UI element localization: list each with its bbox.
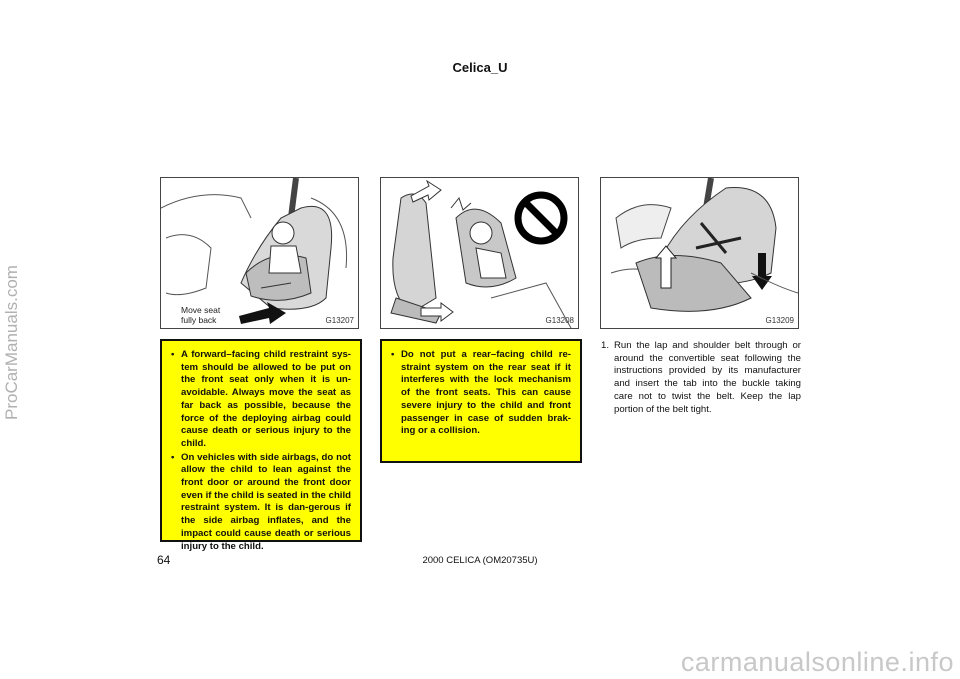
figure-code: G13208 (545, 316, 574, 325)
warning-item: • On vehicles with side airbags, do not allow the child to lean against the front door or around the front door even if the child is seated in the child restraint system. It is dan-gerous if the side airbag inflates, and the impact could cause death or serious injury to the child. (171, 451, 351, 552)
rear-seat-illustration (381, 178, 578, 328)
site-watermark: carmanualsonline.info (680, 647, 954, 677)
figure-code: G13207 (325, 316, 354, 325)
figure-forward-facing-seat (160, 177, 359, 329)
page-number: 64 (157, 553, 171, 567)
figure-belt-routing (600, 177, 799, 329)
step-number: 1. (601, 340, 610, 351)
warning-box-forward-facing (160, 339, 362, 552)
figure-caption: Move seat fully back (181, 305, 221, 325)
belt-routing-illustration (601, 178, 798, 328)
figure-rear-facing-seat (380, 177, 579, 329)
instruction-step (601, 340, 801, 416)
step-text: Run the lap and shoulder belt through or around the convertible seat following the instructions provided by its manufacturer and insert the tab into the buckle taking care not to twist the belt. Keep the lap portion of the belt tight. (614, 340, 801, 415)
side-watermark: ProCarManuals.com (2, 265, 21, 420)
model-code: 2000 CELICA (OM20735U) (422, 555, 538, 566)
figure-code: G13209 (765, 316, 794, 325)
warning-item: • A forward–facing child restraint sys-tem should be allowed to be put on the front seat only when it is un-avoidable. Always move the seat as far back as possible, because the force of the deploying airbag could cause death or serious injury to the child. (171, 349, 351, 449)
warning-item: • Do not put a rear–facing child re-straint system on the rear seat if it interferes with the lock mechanism of the front seats. This can cause severe injury to the child and front passenger in case of sudden brak-ing or a collision. (391, 349, 571, 437)
warning-box-rear-facing (380, 339, 582, 463)
page-header-title: Celica_U (452, 60, 508, 75)
